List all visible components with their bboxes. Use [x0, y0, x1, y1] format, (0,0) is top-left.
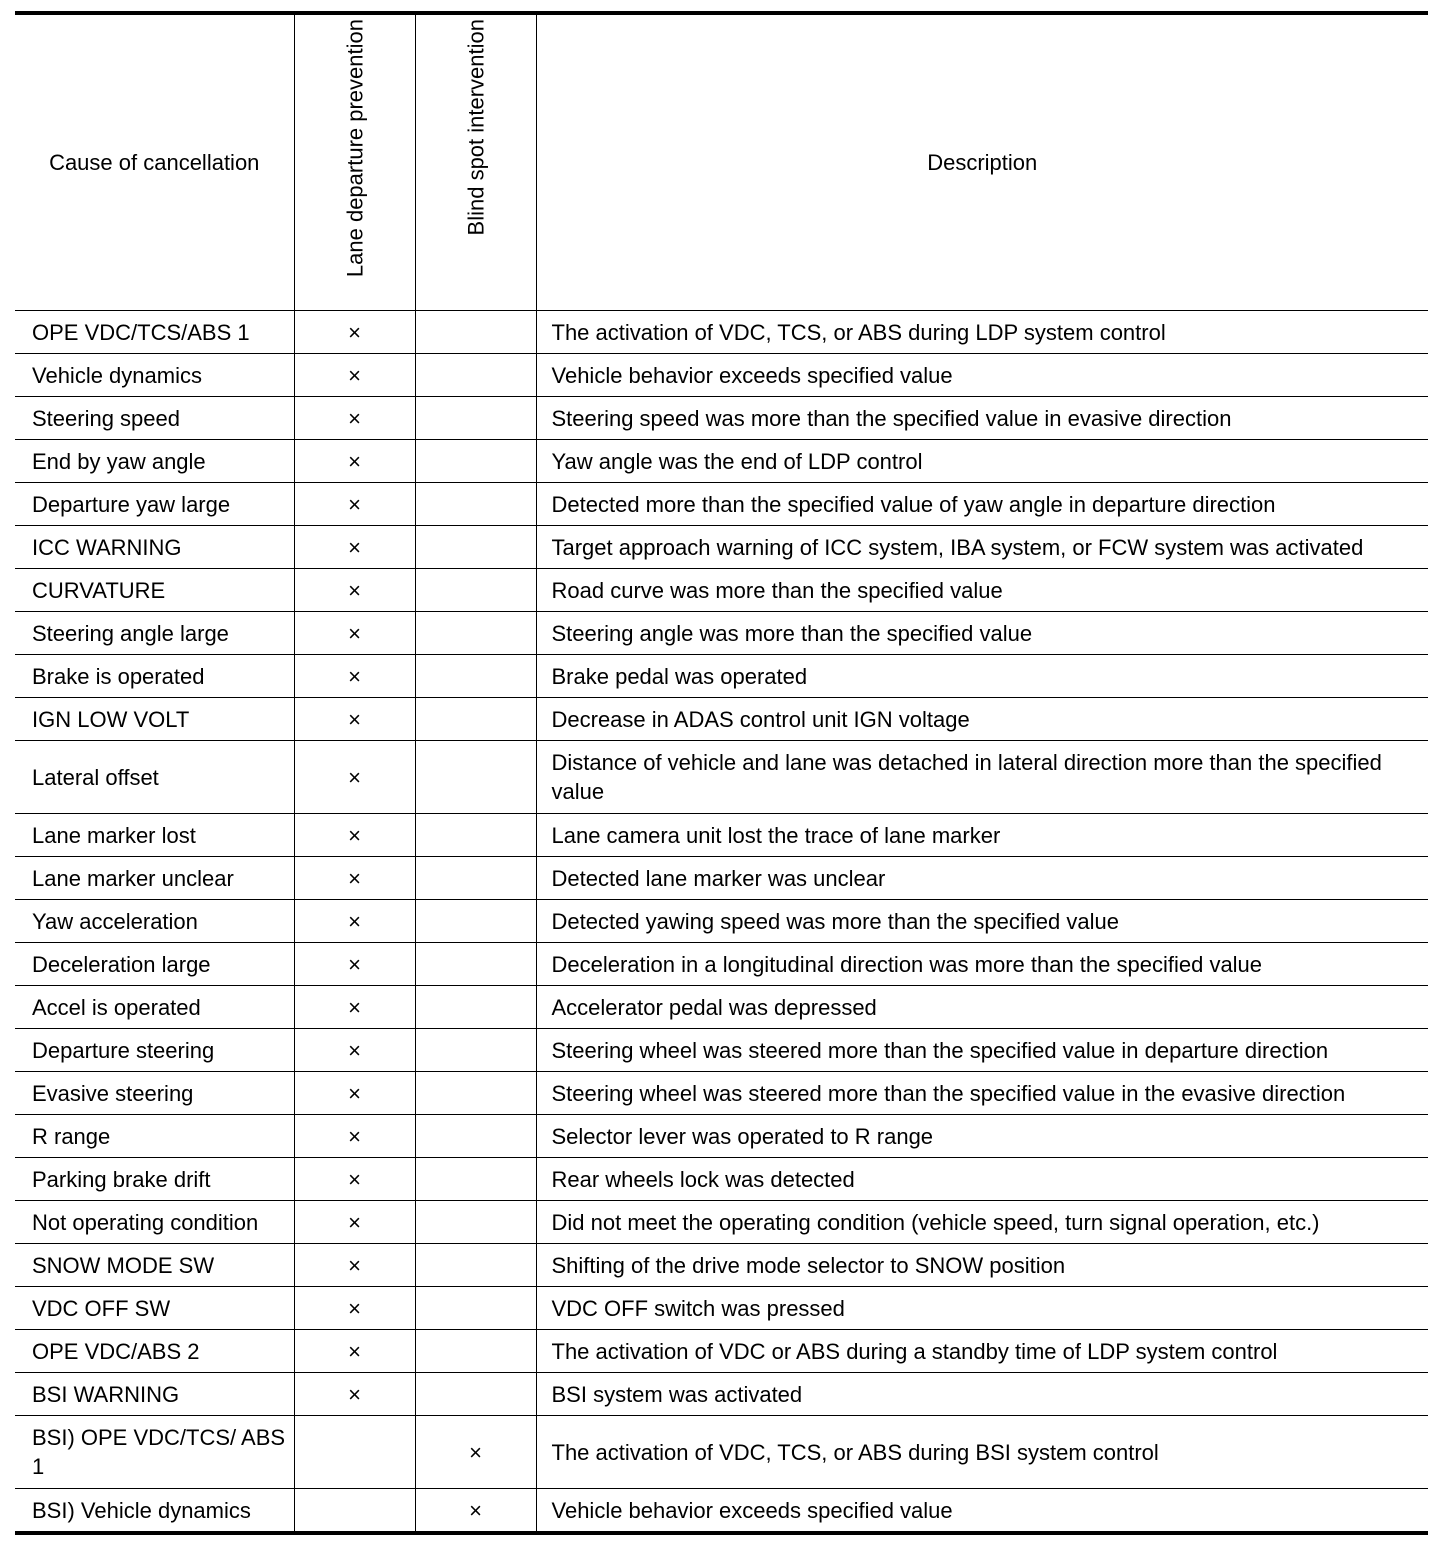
ldp-mark-cell: ×: [294, 655, 415, 698]
description-cell: Steering wheel was steered more than the specified value in the evasive direction: [536, 1072, 1428, 1115]
cause-cell: Departure yaw large: [15, 483, 294, 526]
ldp-mark-cell: ×: [294, 741, 415, 814]
table-row: [15, 483, 1428, 526]
cause-cell: Yaw acceleration: [15, 900, 294, 943]
table-row: [15, 900, 1428, 943]
table-row: [15, 397, 1428, 440]
table-row: [15, 698, 1428, 741]
description-cell: The activation of VDC, TCS, or ABS during LDP system control: [536, 311, 1428, 354]
description-cell: Selector lever was operated to R range: [536, 1115, 1428, 1158]
table-row: [15, 354, 1428, 397]
table-row: [15, 1158, 1428, 1201]
ldp-mark-cell: ×: [294, 569, 415, 612]
ldp-mark-cell: [294, 1489, 415, 1534]
table-row: [15, 1373, 1428, 1416]
cause-cell: CURVATURE: [15, 569, 294, 612]
header-description: [536, 13, 1428, 311]
cause-cell: SNOW MODE SW: [15, 1244, 294, 1287]
description-cell: Target approach warning of ICC system, IBA system, or FCW system was activated: [536, 526, 1428, 569]
table-header: [15, 13, 1428, 311]
cause-cell: Accel is operated: [15, 986, 294, 1029]
ldp-mark-cell: ×: [294, 397, 415, 440]
cause-cell: Lane marker lost: [15, 814, 294, 857]
table-row: [15, 857, 1428, 900]
cause-cell: Evasive steering: [15, 1072, 294, 1115]
cause-cell: Steering speed: [15, 397, 294, 440]
cause-cell: Departure steering: [15, 1029, 294, 1072]
description-cell: VDC OFF switch was pressed: [536, 1287, 1428, 1330]
cause-cell: R range: [15, 1115, 294, 1158]
ldp-mark-cell: ×: [294, 1201, 415, 1244]
ldp-mark-cell: ×: [294, 986, 415, 1029]
header-row: [15, 13, 1428, 311]
description-cell: Road curve was more than the specified value: [536, 569, 1428, 612]
cause-cell: VDC OFF SW: [15, 1287, 294, 1330]
table-row: [15, 1115, 1428, 1158]
cause-cell: OPE VDC/ABS 2: [15, 1330, 294, 1373]
ldp-mark-cell: ×: [294, 526, 415, 569]
description-cell: The activation of VDC or ABS during a standby time of LDP system control: [536, 1330, 1428, 1373]
table-row: [15, 943, 1428, 986]
bsi-mark-cell: [415, 1072, 536, 1115]
header-ldp: [294, 13, 415, 311]
table-row: [15, 526, 1428, 569]
table-row: [15, 1416, 1428, 1489]
bsi-mark-cell: [415, 612, 536, 655]
description-cell: Detected more than the specified value of yaw angle in departure direction: [536, 483, 1428, 526]
description-cell: Decrease in ADAS control unit IGN voltage: [536, 698, 1428, 741]
bsi-mark-cell: [415, 655, 536, 698]
description-cell: Brake pedal was operated: [536, 655, 1428, 698]
ldp-mark-cell: ×: [294, 1373, 415, 1416]
cause-cell: Brake is operated: [15, 655, 294, 698]
ldp-mark-cell: ×: [294, 1029, 415, 1072]
table-row: [15, 311, 1428, 354]
description-cell: Shifting of the drive mode selector to SNOW position: [536, 1244, 1428, 1287]
bsi-mark-cell: [415, 1287, 536, 1330]
ldp-mark-cell: ×: [294, 354, 415, 397]
bsi-mark-cell: ×: [415, 1416, 536, 1489]
description-cell: Rear wheels lock was detected: [536, 1158, 1428, 1201]
table-row: [15, 1201, 1428, 1244]
description-cell: Detected yawing speed was more than the specified value: [536, 900, 1428, 943]
header-ldp-label: Lane departure prevention: [342, 19, 367, 278]
table-row: [15, 1029, 1428, 1072]
cause-cell: BSI WARNING: [15, 1373, 294, 1416]
bsi-mark-cell: [415, 1373, 536, 1416]
cause-cell: OPE VDC/TCS/ABS 1: [15, 311, 294, 354]
table-row: [15, 1287, 1428, 1330]
bsi-mark-cell: [415, 1115, 536, 1158]
cause-cell: Lateral offset: [15, 741, 294, 814]
table-row: [15, 1330, 1428, 1373]
table-row: [15, 986, 1428, 1029]
description-cell: Lane camera unit lost the trace of lane marker: [536, 814, 1428, 857]
cause-cell: Vehicle dynamics: [15, 354, 294, 397]
bsi-mark-cell: [415, 440, 536, 483]
bsi-mark-cell: [415, 397, 536, 440]
cancellation-table: [15, 11, 1428, 1535]
bsi-mark-cell: ×: [415, 1489, 536, 1534]
table-row: [15, 814, 1428, 857]
description-cell: Deceleration in a longitudinal direction was more than the specified value: [536, 943, 1428, 986]
description-cell: Accelerator pedal was depressed: [536, 986, 1428, 1029]
ldp-mark-cell: ×: [294, 311, 415, 354]
table-row: [15, 1072, 1428, 1115]
table-row: [15, 1244, 1428, 1287]
bsi-mark-cell: [415, 741, 536, 814]
ldp-mark-cell: ×: [294, 612, 415, 655]
description-cell: Distance of vehicle and lane was detached in lateral direction more than the specified value: [536, 741, 1428, 814]
ldp-mark-cell: ×: [294, 1115, 415, 1158]
description-cell: Yaw angle was the end of LDP control: [536, 440, 1428, 483]
header-cause-label: Cause of cancellation: [49, 150, 260, 175]
table-row: [15, 440, 1428, 483]
bsi-mark-cell: [415, 986, 536, 1029]
table-row: [15, 655, 1428, 698]
cause-cell: Parking brake drift: [15, 1158, 294, 1201]
cause-cell: Steering angle large: [15, 612, 294, 655]
ldp-mark-cell: ×: [294, 1072, 415, 1115]
ldp-mark-cell: ×: [294, 1244, 415, 1287]
bsi-mark-cell: [415, 1201, 536, 1244]
table-row: [15, 741, 1428, 814]
bsi-mark-cell: [415, 900, 536, 943]
ldp-mark-cell: ×: [294, 483, 415, 526]
ldp-mark-cell: ×: [294, 440, 415, 483]
description-cell: BSI system was activated: [536, 1373, 1428, 1416]
header-cause: [15, 13, 294, 311]
header-bsi-label: Blind spot intervention: [463, 19, 488, 236]
description-cell: Steering speed was more than the specified value in evasive direction: [536, 397, 1428, 440]
description-cell: Vehicle behavior exceeds specified value: [536, 1489, 1428, 1534]
description-cell: Steering wheel was steered more than the specified value in departure direction: [536, 1029, 1428, 1072]
bsi-mark-cell: [415, 943, 536, 986]
ldp-mark-cell: ×: [294, 857, 415, 900]
bsi-mark-cell: [415, 1158, 536, 1201]
description-cell: Steering angle was more than the specified value: [536, 612, 1428, 655]
bsi-mark-cell: [415, 1029, 536, 1072]
bsi-mark-cell: [415, 526, 536, 569]
ldp-mark-cell: ×: [294, 1158, 415, 1201]
cause-cell: Deceleration large: [15, 943, 294, 986]
ldp-mark-cell: ×: [294, 814, 415, 857]
bsi-mark-cell: [415, 698, 536, 741]
bsi-mark-cell: [415, 814, 536, 857]
ldp-mark-cell: [294, 1416, 415, 1489]
description-cell: Vehicle behavior exceeds specified value: [536, 354, 1428, 397]
description-cell: Detected lane marker was unclear: [536, 857, 1428, 900]
description-cell: The activation of VDC, TCS, or ABS during BSI system control: [536, 1416, 1428, 1489]
header-description-label: Description: [927, 150, 1038, 175]
header-bsi: [415, 13, 536, 311]
cause-cell: BSI) OPE VDC/TCS/ ABS 1: [15, 1416, 294, 1489]
bsi-mark-cell: [415, 569, 536, 612]
bsi-mark-cell: [415, 483, 536, 526]
bsi-mark-cell: [415, 311, 536, 354]
cause-cell: ICC WARNING: [15, 526, 294, 569]
ldp-mark-cell: ×: [294, 900, 415, 943]
ldp-mark-cell: ×: [294, 698, 415, 741]
table-row: [15, 612, 1428, 655]
cause-cell: End by yaw angle: [15, 440, 294, 483]
bsi-mark-cell: [415, 354, 536, 397]
ldp-mark-cell: ×: [294, 1287, 415, 1330]
bsi-mark-cell: [415, 857, 536, 900]
bsi-mark-cell: [415, 1330, 536, 1373]
cause-cell: IGN LOW VOLT: [15, 698, 294, 741]
ldp-mark-cell: ×: [294, 943, 415, 986]
ldp-mark-cell: ×: [294, 1330, 415, 1373]
cause-cell: BSI) Vehicle dynamics: [15, 1489, 294, 1534]
cause-cell: Not operating condition: [15, 1201, 294, 1244]
description-cell: Did not meet the operating condition (vehicle speed, turn signal operation, etc.): [536, 1201, 1428, 1244]
table-row: [15, 569, 1428, 612]
bsi-mark-cell: [415, 1244, 536, 1287]
table-row: [15, 1489, 1428, 1534]
table-body: [15, 311, 1428, 1534]
cause-cell: Lane marker unclear: [15, 857, 294, 900]
